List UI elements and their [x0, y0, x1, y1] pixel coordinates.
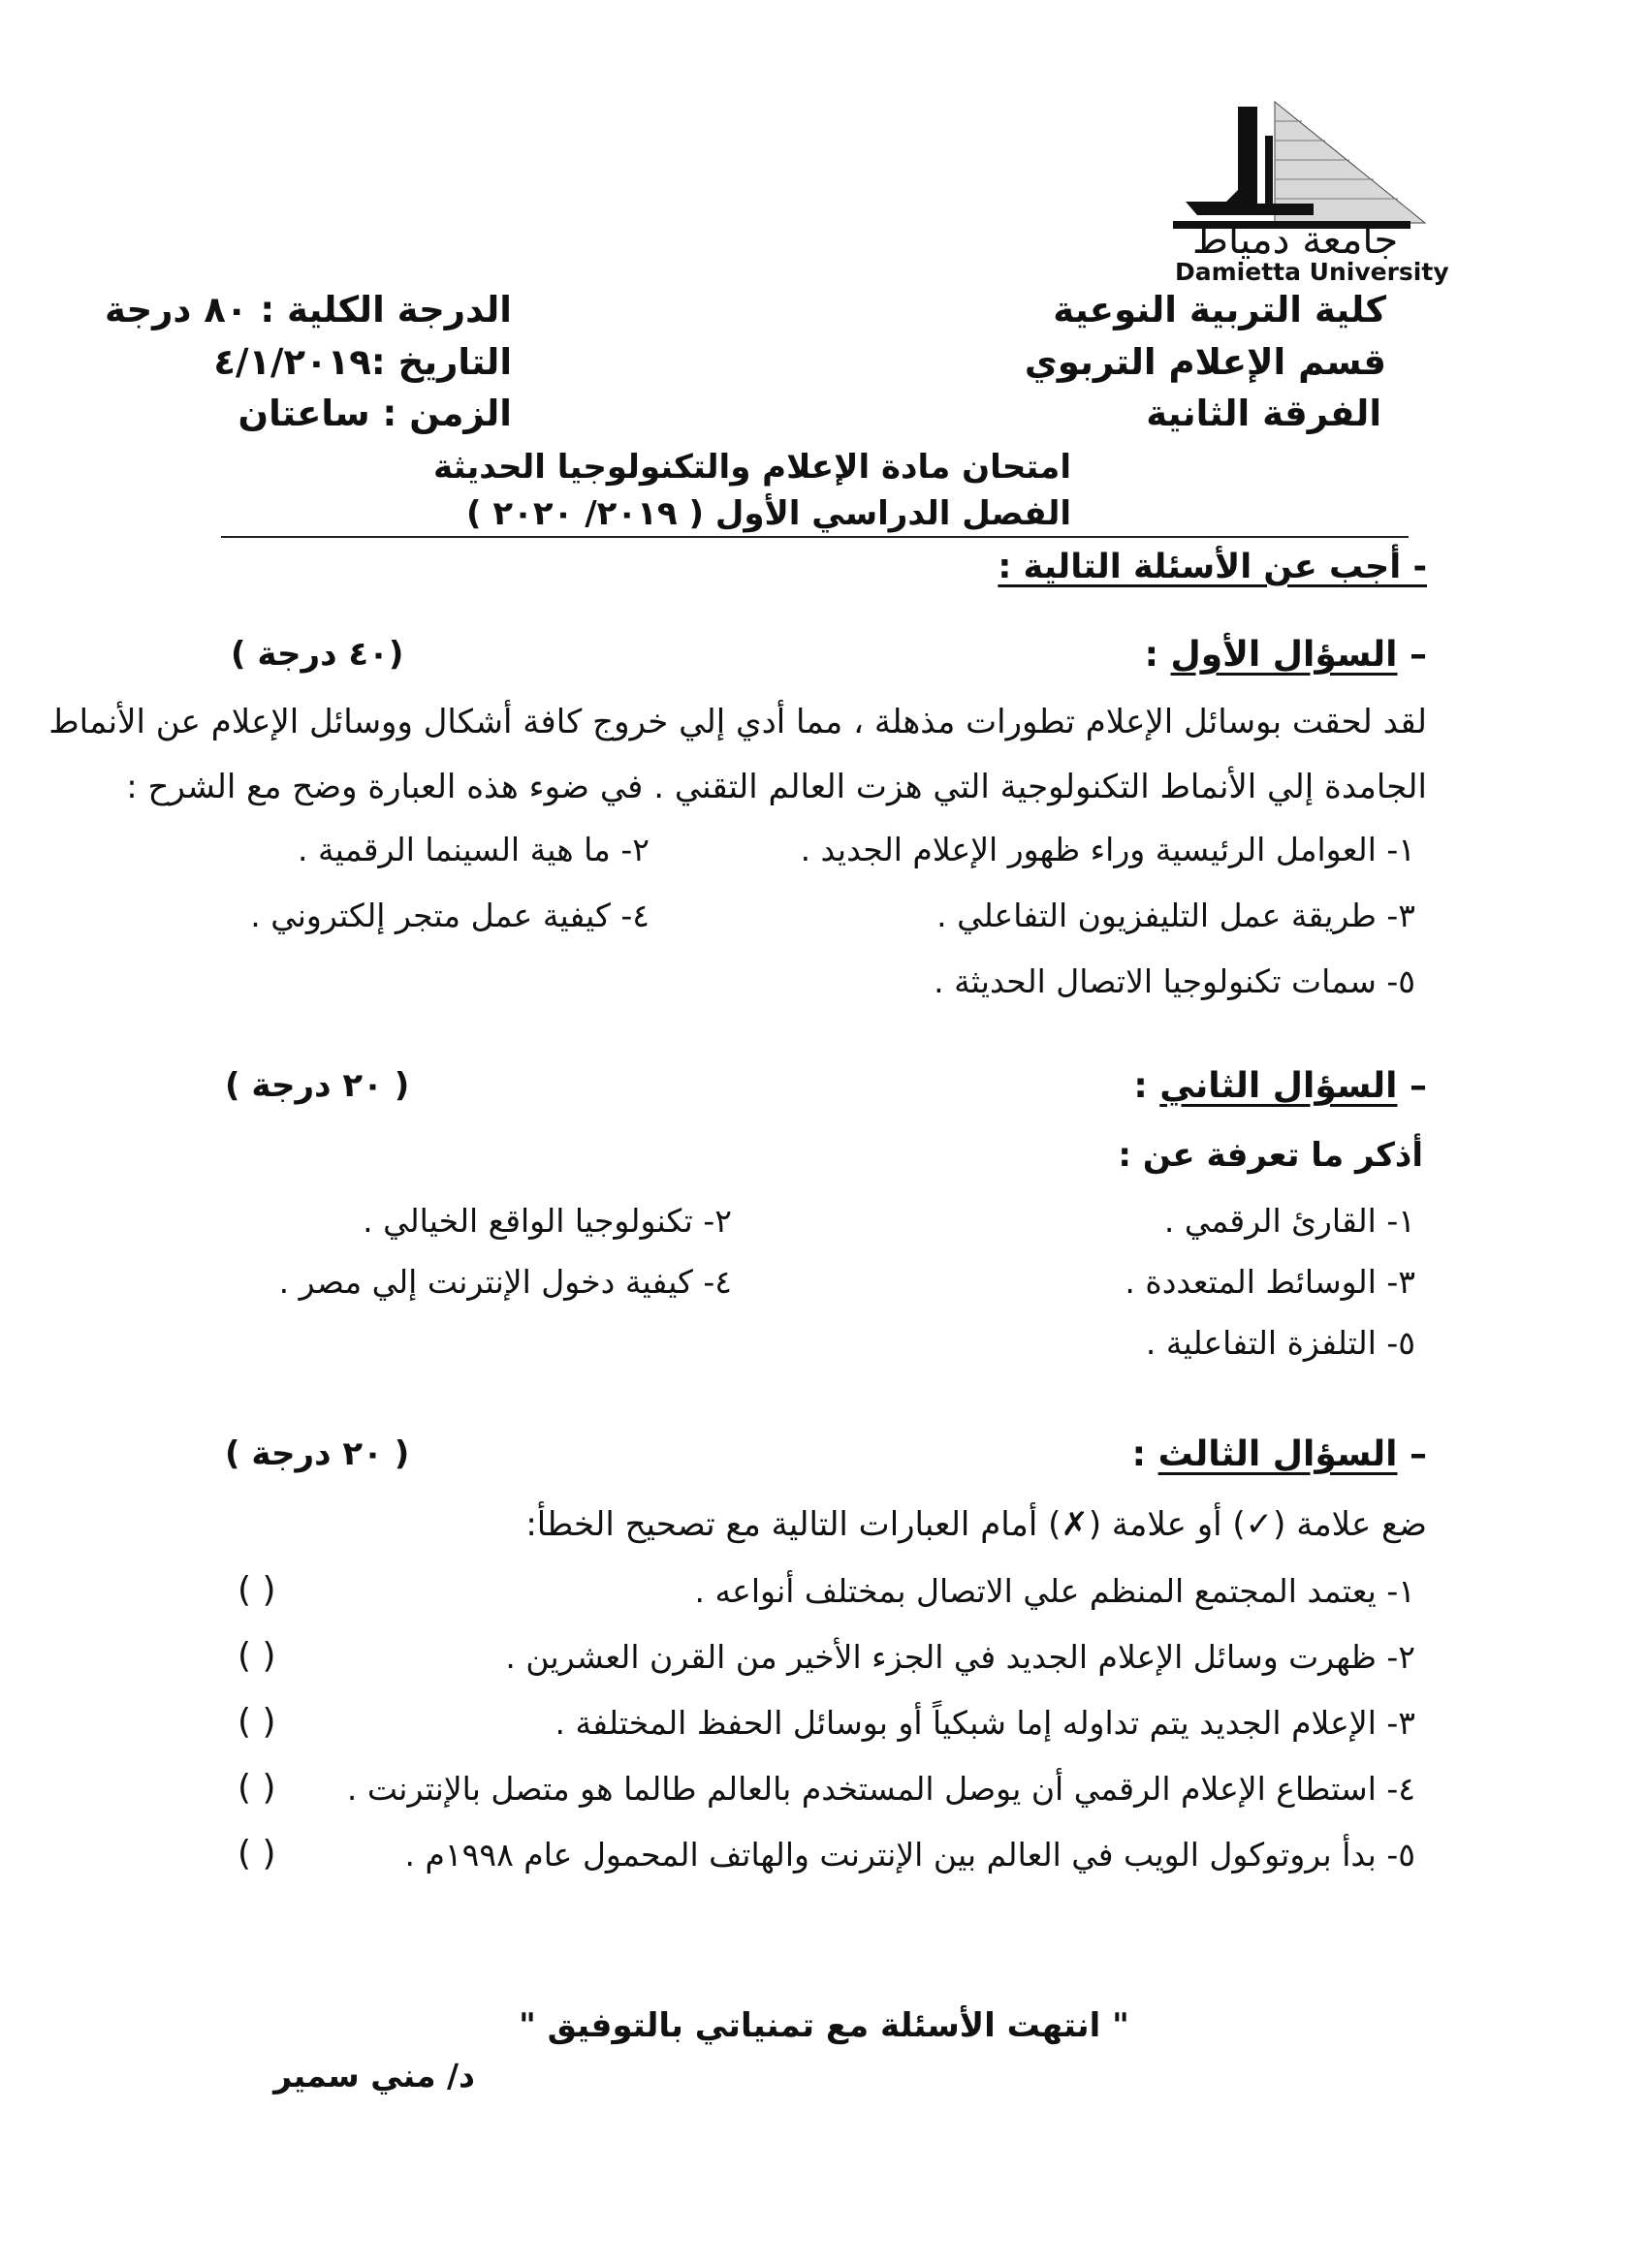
- question1-intro-line2: الجامدة إلي الأنماط التكنولوجية التي هزت العالم التقني . في ضوء هذه العبارة وضح مع الشرح :: [126, 768, 1427, 806]
- faculty-name: كلية التربية النوعية: [1053, 289, 1386, 331]
- question1-intro-line1: لقد لحقت بوسائل الإعلام تطورات مذهلة ، مما أدي إلي خروج كافة أشكال ووسائل الإعلام عن الأنماط: [48, 703, 1427, 741]
- university-name-arabic: جامعة دمياط: [1192, 218, 1399, 263]
- question2-item: ٣- الوسائط المتعددة .: [1125, 1263, 1415, 1301]
- closing-note: " انتهت الأسئلة مع تمنياتي بالتوفيق ": [519, 2006, 1129, 2045]
- question3-statement: ٢- ظهرت وسائل الإعلام الجديد في الجزء الأخير من القرن العشرين .: [505, 1638, 1415, 1676]
- question3-statement: ٣- الإعلام الجديد يتم تداوله إما شبكياً أو بوسائل الحفظ المختلفة .: [555, 1704, 1415, 1742]
- question3-grade: ( ٢٠ درجة ): [225, 1434, 410, 1473]
- university-name-english: Damietta University: [1175, 258, 1449, 286]
- question1-item: ٥- سمات تكنولوجيا الاتصال الحديثة .: [934, 962, 1415, 1000]
- teacher-signature: د/ مني سمير: [273, 2057, 475, 2095]
- question1-label: السؤال الأول: [1170, 635, 1398, 675]
- answer-box[interactable]: ( ): [238, 1834, 276, 1874]
- question1-dash: –: [1410, 635, 1427, 675]
- question1-item: ٤- كيفية عمل متجر إلكتروني .: [250, 897, 650, 934]
- department-name: قسم الإعلام التربوي: [1024, 341, 1386, 383]
- total-grade: الدرجة الكلية : ٨٠ درجة: [105, 289, 512, 331]
- academic-year: الفرقة الثانية: [1146, 393, 1381, 434]
- exam-date: التاريخ :٤/١/٢٠١٩: [213, 341, 512, 383]
- question3-colon: :: [1131, 1434, 1147, 1474]
- question2-label: السؤال الثاني: [1159, 1066, 1398, 1106]
- question3-label: السؤال الثالث: [1157, 1434, 1398, 1474]
- question3-statement: ١- يعتمد المجتمع المنظم علي الاتصال بمختلف أنواعه .: [694, 1572, 1415, 1610]
- question2-item: ٢- تكنولوجيا الواقع الخيالي .: [363, 1202, 732, 1240]
- question1-colon: :: [1144, 635, 1158, 675]
- question2-dash: –: [1410, 1066, 1427, 1106]
- question1-item: ٣- طريقة عمل التليفزيون التفاعلي .: [936, 897, 1415, 934]
- question3-dash: –: [1410, 1434, 1427, 1474]
- header-divider: [221, 536, 1409, 538]
- question3-intro: ضع علامة (✓) أو علامة (✗) أمام العبارات التالية مع تصحيح الخطأ:: [525, 1505, 1427, 1544]
- question2-heading: [1133, 1066, 1427, 1106]
- exam-title: امتحان مادة الإعلام والتكنولوجيا الحديثة: [433, 448, 1071, 487]
- exam-instruction: [998, 548, 1427, 586]
- question1-item: ٢- ما هية السينما الرقمية .: [297, 831, 650, 868]
- question3-statement: ٤- استطاع الإعلام الرقمي أن يوصل المستخدم بالعالم طالما هو متصل بالإنترنت .: [346, 1770, 1415, 1808]
- question2-item: ٤- كيفية دخول الإنترنت إلي مصر .: [278, 1263, 732, 1301]
- answer-box[interactable]: ( ): [238, 1768, 276, 1808]
- question1-heading: [1145, 635, 1427, 675]
- exam-semester: الفصل الدراسي الأول ( ٢٠١٩/ ٢٠٢٠ ): [465, 494, 1071, 533]
- question2-colon: :: [1133, 1066, 1148, 1106]
- question1-item: ١- العوامل الرئيسية وراء ظهور الإعلام الجديد .: [800, 831, 1415, 868]
- question3-statement: ٥- بدأ بروتوكول الويب في العالم بين الإنترنت والهاتف المحمول عام ١٩٩٨م .: [404, 1836, 1415, 1874]
- answer-box[interactable]: ( ): [238, 1702, 276, 1742]
- question1-grade: (٤٠ درجة ): [231, 635, 404, 674]
- exam-duration: الزمن : ساعتان: [238, 393, 512, 434]
- question2-item: ٥- التلفزة التفاعلية .: [1145, 1324, 1415, 1362]
- question2-intro: أذكر ما تعرفة عن :: [1118, 1136, 1423, 1175]
- question2-item: ١- القارئ الرقمي .: [1163, 1202, 1415, 1240]
- question2-grade: ( ٢٠ درجة ): [225, 1066, 410, 1105]
- question3-heading: [1132, 1434, 1427, 1474]
- answer-box[interactable]: ( ): [238, 1636, 276, 1676]
- answer-box[interactable]: ( ): [238, 1570, 276, 1610]
- instruction-text: - أجب عن الأسئلة التالية :: [998, 548, 1427, 586]
